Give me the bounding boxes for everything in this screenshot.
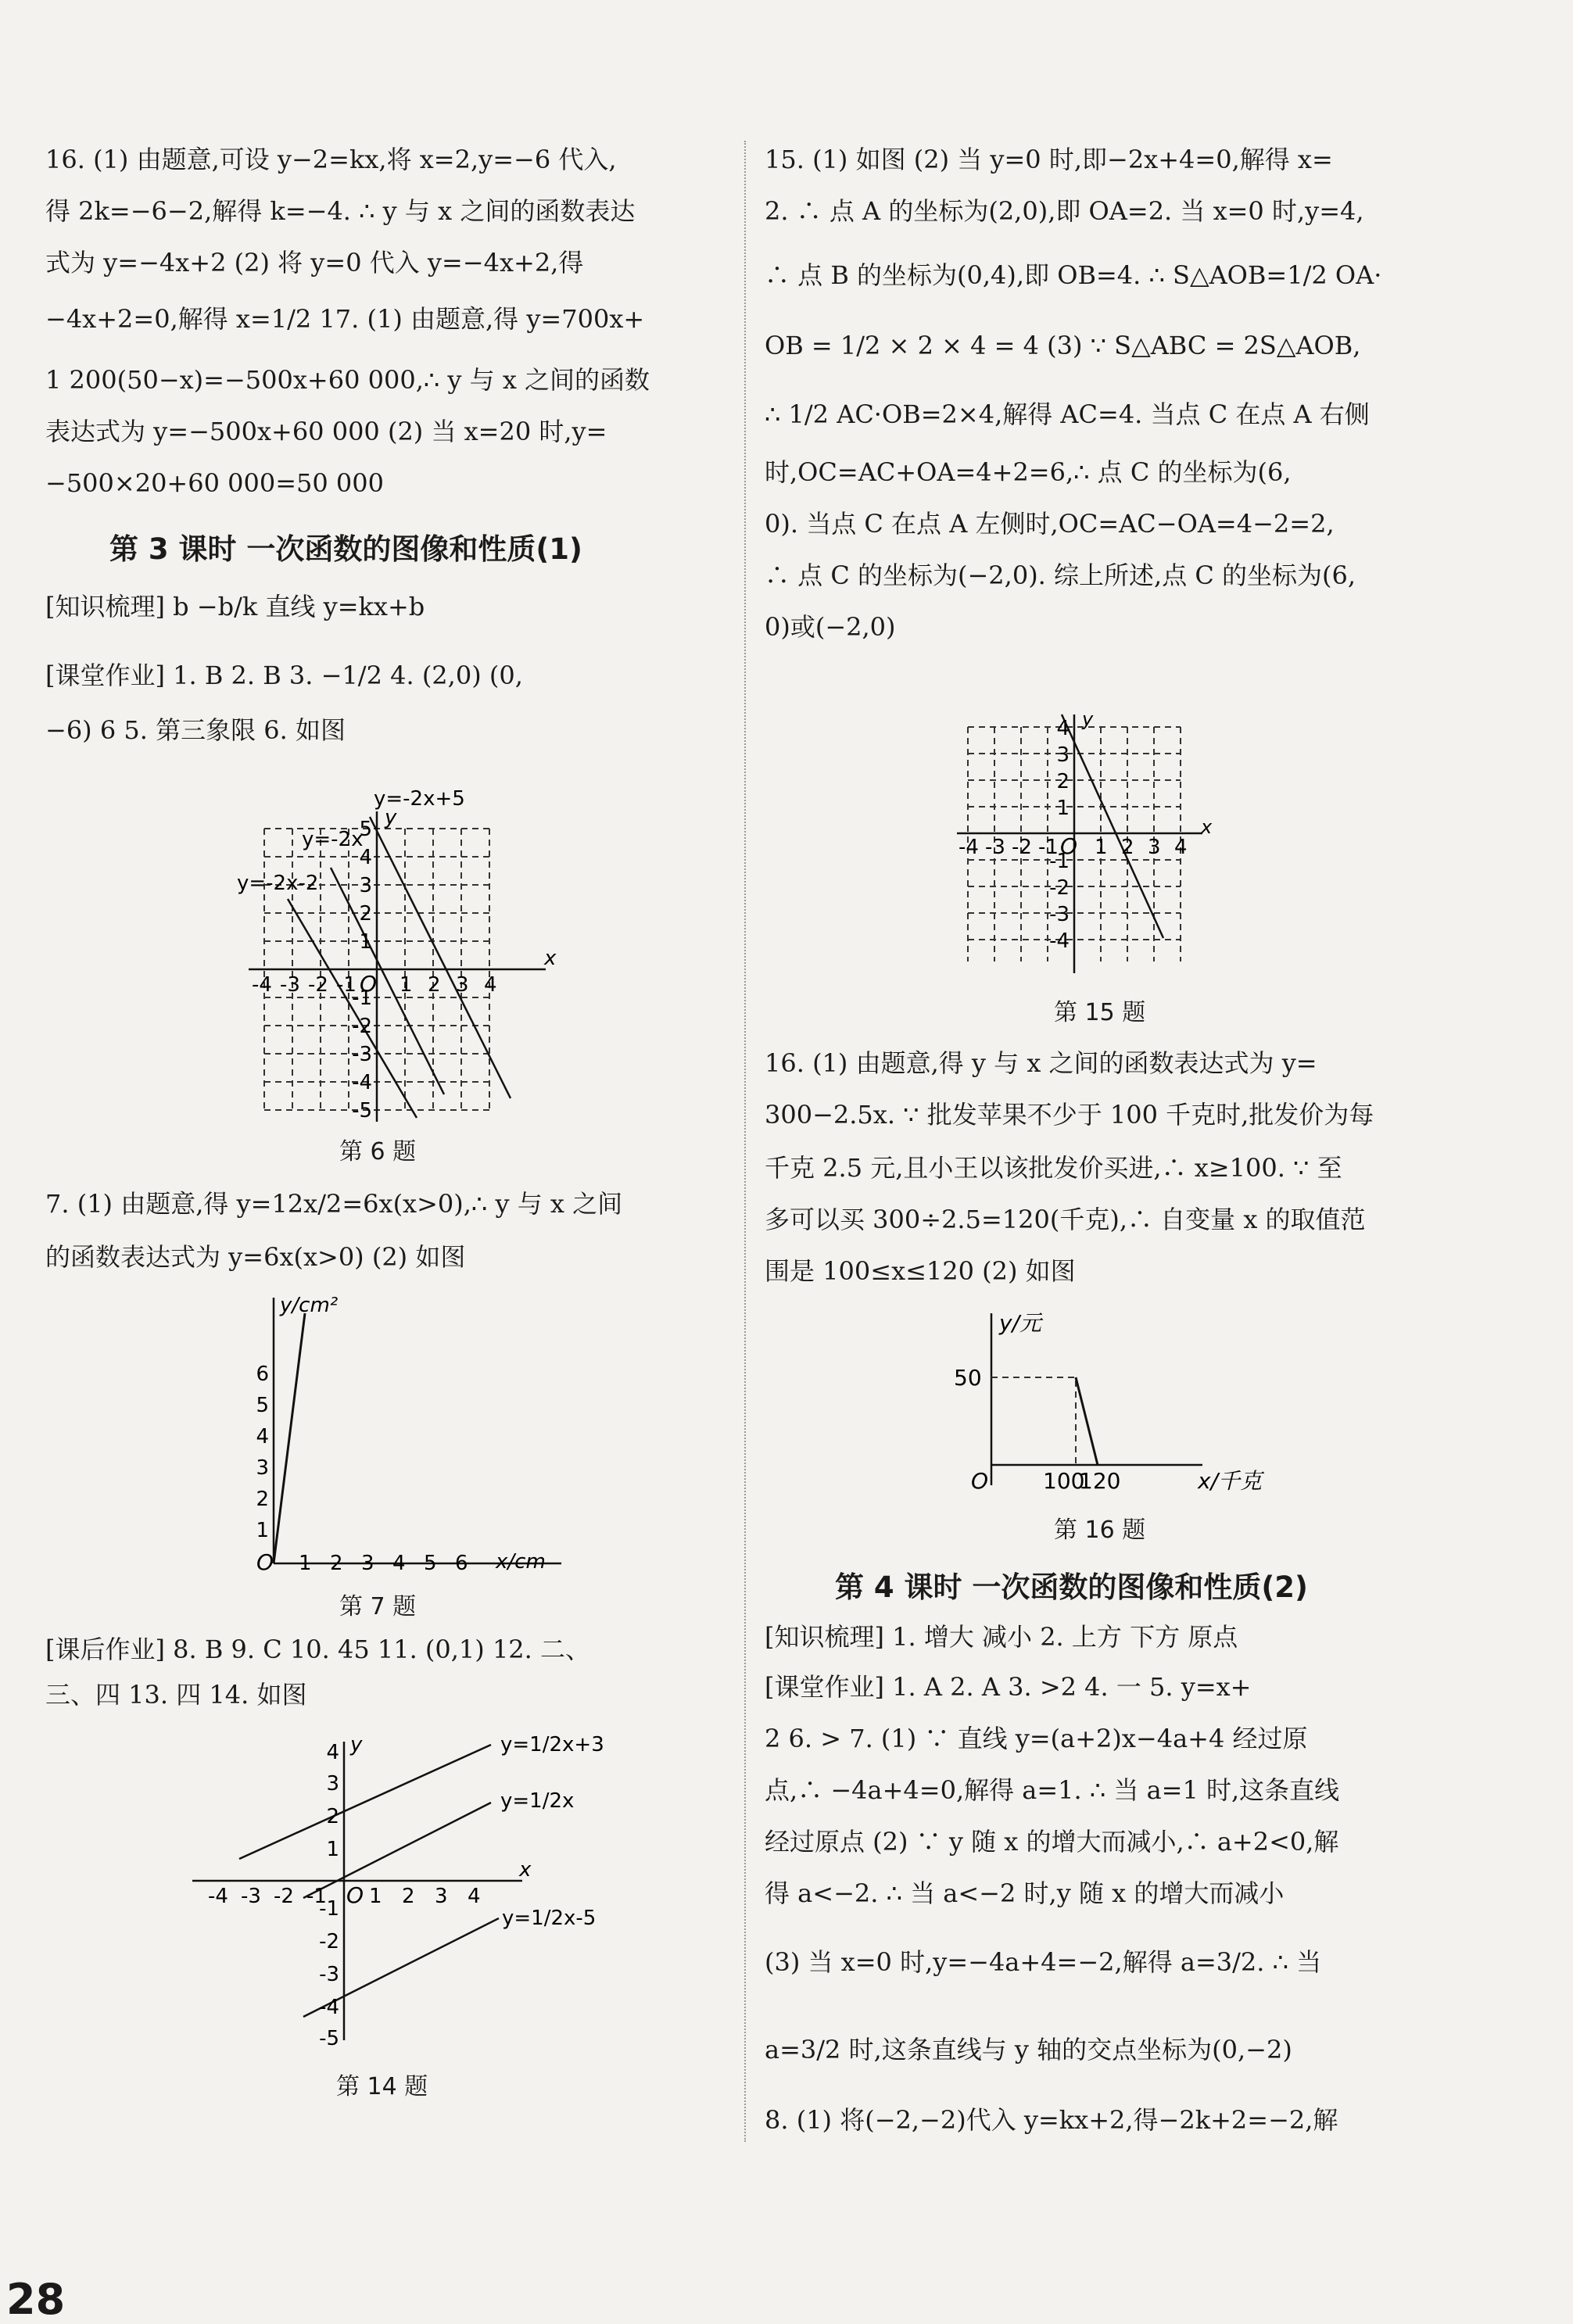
tick-label: 3: [1056, 743, 1070, 767]
section-heading: 第 4 课时 一次函数的图像和性质(2): [835, 1570, 1308, 1604]
tick-label: -4: [319, 1996, 339, 2019]
line-label: y=-2x+5: [374, 787, 465, 811]
text-line: 经过原点 (2) ∵ y 随 x 的增大而减小,∴ a+2<0,解: [765, 1827, 1339, 1857]
section-heading: 第 3 课时 一次函数的图像和性质(1): [109, 532, 582, 566]
tick-label: -4: [958, 836, 979, 859]
figure-15-graph: [952, 708, 1234, 985]
tick-label: 1: [1095, 836, 1108, 859]
text-line: 得 2k=−6−2,解得 k=−4. ∴ y 与 x 之间的函数表达: [45, 196, 636, 226]
line-y-6x: [274, 1313, 305, 1563]
tick-label: 4: [326, 1741, 339, 1764]
tick-label: 4: [256, 1425, 269, 1448]
text-line: ∴ 点 C 的坐标为(−2,0). 综上所述,点 C 的坐标为(6,: [765, 560, 1356, 590]
line-segment: [1076, 1377, 1098, 1465]
origin-label: O: [346, 1882, 364, 1908]
tick-label: 5: [424, 1552, 437, 1575]
text-line: 三、四 13. 四 14. 如图: [45, 1680, 307, 1710]
page-number: 28: [6, 2275, 66, 2324]
tick-label: -2: [1049, 876, 1070, 900]
tick-label: 1: [1056, 797, 1070, 820]
x-tick-label: 120: [1079, 1468, 1121, 1494]
text-line: 16. (1) 由题意,得 y 与 x 之间的函数表达式为 y=: [765, 1048, 1317, 1078]
figure-16-caption: 第 16 题: [1054, 1517, 1146, 1544]
text-line: 式为 y=−4x+2 (2) 将 y=0 代入 y=−4x+2,得: [45, 248, 584, 278]
origin-label: O: [256, 1549, 274, 1575]
tick-label: -3: [1049, 903, 1070, 926]
figure-14-graph: [186, 1728, 624, 2056]
figure-15-caption: 第 15 题: [1054, 999, 1146, 1026]
text-line: 0). 当点 C 在点 A 左侧时,OC=AC−OA=4−2=2,: [765, 509, 1335, 539]
tick-label: -1: [1038, 836, 1059, 859]
figure-14-caption: 第 14 题: [336, 2073, 428, 2100]
tick-label: -2: [274, 1885, 294, 1908]
tick-label: -3: [241, 1885, 261, 1908]
tick-label: -1: [319, 1897, 339, 1921]
tick-label: 1: [299, 1552, 312, 1575]
line-label: y=-2x: [302, 828, 364, 851]
x-axis-label: x: [519, 1858, 532, 1882]
tick-label: 1: [326, 1838, 339, 1861]
origin-label: O: [971, 1468, 989, 1494]
tick-label: 4: [468, 1885, 481, 1908]
column-divider: [744, 141, 747, 2142]
dashed-guide: [991, 1377, 1076, 1465]
text-line: ∴ 点 B 的坐标为(0,4),即 OB=4. ∴ S△AOB=1/2 OA·: [765, 260, 1382, 290]
text-line: 表达式为 y=−500x+60 000 (2) 当 x=20 时,y=: [45, 417, 607, 446]
x-axis-label: x/千克: [1198, 1468, 1263, 1494]
text-line: 时,OC=AC+OA=4+2=6,∴ 点 C 的坐标为(6,: [765, 457, 1292, 487]
figure-6-graph: [237, 787, 557, 1126]
origin-label: O: [360, 971, 378, 997]
tick-label: -2: [352, 1015, 372, 1038]
tick-label: -2: [319, 1930, 339, 1953]
tick-label: 2: [330, 1552, 343, 1575]
tick-label: -1: [1049, 850, 1070, 873]
y-axis-label: y: [350, 1733, 363, 1756]
text-line: 千克 2.5 元,且小王以该批发价买进,∴ x≥100. ∵ 至: [765, 1153, 1342, 1183]
line-label: y=1/2x-5: [502, 1907, 597, 1930]
tick-label: -3: [319, 1963, 339, 1986]
text-line: −6) 6 5. 第三象限 6. 如图: [45, 715, 346, 745]
text-line: 点,∴ −4a+4=0,解得 a=1. ∴ 当 a=1 时,这条直线: [765, 1775, 1340, 1805]
y-tick-labels: [256, 1363, 269, 1542]
tick-label: -4: [208, 1885, 228, 1908]
text-line: 8. (1) 将(−2,−2)代入 y=kx+2,得−2k+2=−2,解: [765, 2105, 1338, 2135]
tick-label: -2: [308, 973, 328, 997]
tick-label: -3: [280, 973, 300, 997]
figure-16-graph: [937, 1298, 1265, 1501]
y-axis-label: y: [385, 806, 397, 829]
tick-label: 1: [256, 1519, 269, 1542]
tick-label: 2: [326, 1805, 339, 1828]
tick-label: 6: [455, 1552, 468, 1575]
y-axis-label: y/cm²: [280, 1294, 339, 1317]
text-line: [课后作业] 8. B 9. C 10. 45 11. (0,1) 12. 二、: [45, 1635, 591, 1664]
line-label: y=1/2x+3: [500, 1733, 604, 1756]
origin-label: O: [1060, 833, 1078, 859]
figure-7-graph: [241, 1282, 585, 1579]
tick-label: -1: [306, 1885, 327, 1908]
text-line: [知识梳理] b −b/k 直线 y=kx+b: [45, 592, 425, 621]
tick-label: 2: [1056, 770, 1070, 793]
text-line: ∴ 1/2 AC·OB=2×4,解得 AC=4. 当点 C 在点 A 右侧: [765, 399, 1370, 429]
tick-label: -5: [352, 1099, 372, 1123]
tick-label: -4: [352, 1071, 372, 1094]
tick-label: 4: [1174, 836, 1188, 859]
line-label: y=1/2x: [500, 1789, 575, 1813]
text-line: 0)或(−2,0): [765, 612, 896, 642]
x-tick-label: 100: [1043, 1468, 1085, 1494]
tick-label: 1: [400, 973, 413, 997]
text-line: 16. (1) 由题意,可设 y−2=kx,将 x=2,y=−6 代入,: [45, 145, 617, 174]
tick-label: 3: [435, 1885, 448, 1908]
tick-label: 3: [361, 1552, 374, 1575]
tick-label: -3: [352, 1043, 372, 1066]
tick-label: 2: [402, 1885, 415, 1908]
text-line: a=3/2 时,这条直线与 y 轴的交点坐标为(0,−2): [765, 2035, 1292, 2064]
tick-label: -3: [985, 836, 1005, 859]
tick-label: 3: [326, 1772, 339, 1796]
tick-label: 4: [359, 846, 372, 869]
tick-label: 2: [256, 1488, 269, 1511]
y-axis-label: y: [1082, 708, 1094, 730]
text-line: 2. ∴ 点 A 的坐标为(2,0),即 OA=2. 当 x=0 时,y=4,: [765, 196, 1364, 226]
tick-label: -5: [319, 2027, 339, 2050]
tick-label: 1: [369, 1885, 382, 1908]
tick-label: 5: [256, 1394, 269, 1417]
text-line: [课堂作业] 1. A 2. A 3. >2 4. 一 5. y=x+: [765, 1672, 1252, 1702]
x-axis-label: x/cm: [496, 1550, 546, 1574]
tick-label: 3: [256, 1456, 269, 1480]
text-line: 多可以买 300÷2.5=120(千克),∴ 自变量 x 的取值范: [765, 1205, 1366, 1234]
text-line: −4x+2=0,解得 x=1/2 17. (1) 由题意,得 y=700x+: [45, 304, 645, 334]
text-line: (3) 当 x=0 时,y=−4a+4=−2,解得 a=3/2. ∴ 当: [765, 1947, 1322, 1977]
text-line: 围是 100≤x≤120 (2) 如图: [765, 1256, 1076, 1286]
text-line: [知识梳理] 1. 增大 减小 2. 上方 下方 原点: [765, 1622, 1238, 1652]
text-line: 的函数表达式为 y=6x(x>0) (2) 如图: [45, 1242, 466, 1272]
tick-label: 6: [256, 1363, 269, 1386]
text-line: OB = 1/2 × 2 × 4 = 4 (3) ∵ S△ABC = 2S△AOB,: [765, 331, 1361, 360]
tick-label: 3: [1148, 836, 1161, 859]
figure-6-caption: 第 6 题: [339, 1138, 417, 1166]
text-line: 300−2.5x. ∵ 批发苹果不少于 100 千克时,批发价为每: [765, 1100, 1374, 1130]
line-y-neg2x-plus4: [1062, 714, 1163, 938]
tick-label: 3: [456, 973, 469, 997]
text-line: 1 200(50−x)=−500x+60 000,∴ y 与 x 之间的函数: [45, 365, 650, 395]
y-tick-label: 50: [954, 1365, 982, 1391]
tick-label: 2: [359, 902, 372, 926]
text-line: 2 6. > 7. (1) ∵ 直线 y=(a+2)x−4a+4 经过原: [765, 1724, 1308, 1753]
line-y-neg2x-plus5: [370, 817, 511, 1098]
tick-label: -2: [1012, 836, 1032, 859]
tick-label: -1: [336, 973, 357, 997]
tick-label: -4: [1049, 929, 1070, 953]
tick-label: 4: [1056, 717, 1070, 740]
tick-label: 4: [484, 973, 497, 997]
x-axis-label: x: [544, 947, 557, 970]
figure-7-caption: 第 7 题: [339, 1593, 417, 1620]
tick-label: 3: [359, 874, 372, 897]
text-line: 得 a<−2. ∴ 当 a<−2 时,y 随 x 的增大而减小: [765, 1878, 1285, 1908]
x-axis-label: x: [1201, 816, 1213, 838]
text-line: 7. (1) 由题意,得 y=12x/2=6x(x>0),∴ y 与 x 之间: [45, 1189, 623, 1219]
line-half-x-plus3: [239, 1745, 491, 1859]
text-line: [课堂作业] 1. B 2. B 3. −1/2 4. (2,0) (0,: [45, 661, 523, 690]
tick-label: 4: [392, 1552, 406, 1575]
text-line: 15. (1) 如图 (2) 当 y=0 时,即−2x+4=0,解得 x=: [765, 145, 1333, 174]
line-label: y=-2x-2: [237, 872, 319, 895]
tick-label: 1: [359, 930, 372, 954]
tick-label: -4: [252, 973, 272, 997]
text-line: −500×20+60 000=50 000: [45, 468, 384, 498]
tick-label: 2: [1121, 836, 1134, 859]
tick-label: -1: [352, 987, 372, 1010]
y-axis-label: y/元: [999, 1310, 1042, 1336]
tick-label: 2: [428, 973, 441, 997]
tick-label: 5: [359, 818, 372, 841]
